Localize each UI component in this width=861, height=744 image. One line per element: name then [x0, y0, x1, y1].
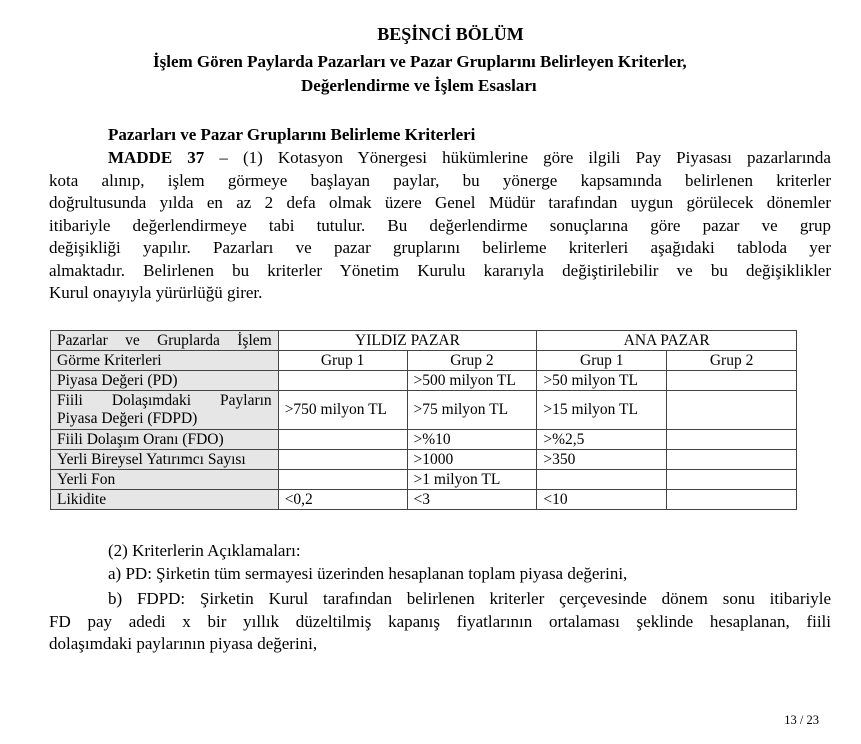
table-cell	[278, 450, 407, 470]
row-label: Fiili Dolaşım Oranı (FDO)	[51, 430, 279, 450]
article-line: kota alınıp, işlem görmeye başlayan paylar, bu yönerge kapsamında belirlenen kriterler	[49, 170, 831, 190]
page-number: 13 / 23	[784, 713, 819, 727]
table-row	[51, 391, 797, 430]
table-row	[51, 450, 797, 470]
table-row	[51, 430, 797, 450]
chapter-heading: BEŞİNCİ BÖLÜM	[377, 24, 524, 44]
table-cell: >%2,5	[537, 430, 667, 450]
explanation-b-line: dolaşımdaki paylarının piyasa değerini,	[49, 634, 318, 653]
section-title: Pazarları ve Pazar Gruplarını Belirleme Kriterleri	[108, 125, 476, 144]
table-cell: <3	[407, 490, 537, 510]
table-row	[51, 371, 797, 391]
criteria-header-label-2: Görme Kriterleri	[51, 351, 279, 371]
group-header: Grup 2	[407, 351, 537, 371]
market-header-ana: ANA PAZAR	[537, 331, 797, 351]
article-line: Kurul onayıyla yürürlüğü girer.	[49, 283, 263, 302]
row-label: Piyasa Değeri (PD)	[51, 371, 279, 391]
table-header-row	[51, 331, 797, 351]
criteria-header-label: Pazarlar ve Gruplarda İşlem	[51, 331, 279, 351]
explanation-a: a) PD: Şirketin tüm sermayesi üzerinden hesaplanan toplam piyasa değerini,	[108, 564, 628, 583]
article-paragraph	[49, 147, 831, 305]
criteria-table	[50, 330, 797, 510]
group-header: Grup 1	[537, 351, 667, 371]
table-cell	[278, 371, 407, 391]
table-cell	[537, 470, 667, 490]
article-line: MADDE 37 – (1) Kotasyon Yönergesi hükümlerine göre ilgili Pay Piyasası pazarlarında	[108, 148, 831, 167]
row-label: Likidite	[51, 490, 279, 510]
explanation-b-line: b) FDPD: Şirketin Kurul tarafından belirlenen kriterler çerçevesinde dönem sonu itibariyle	[108, 589, 831, 608]
explanation-b-line: FD pay adedi x bir yıllık düzeltilmiş kapanış fiyatlarının ortalaması şeklinde hesaplanan, fiili	[49, 611, 831, 631]
group-header: Grup 1	[278, 351, 407, 371]
explanation-b	[49, 588, 831, 656]
table-cell: >1 milyon TL	[407, 470, 537, 490]
market-header-yildiz: YILDIZ PAZAR	[278, 331, 537, 351]
group-header: Grup 2	[667, 351, 797, 371]
table-group-row	[51, 351, 797, 371]
article-line: almaktadır. Belirlenen bu kriterler Yönetim Kurulu kararıyla değiştirilebilir ve bu değişiklikler	[49, 260, 831, 280]
table-cell: >500 milyon TL	[407, 371, 537, 391]
chapter-title-line-1: İşlem Gören Paylarda Pazarları ve Pazar Gruplarını Belirleyen Kriterler,	[153, 52, 687, 71]
table-row	[51, 490, 797, 510]
table-cell	[278, 470, 407, 490]
table-cell: <10	[537, 490, 667, 510]
row-label: Yerli Fon	[51, 470, 279, 490]
article-line: doğrultusunda yılda en az 2 defa olmak üzere Genel Müdür tarafından uygun görülecek dönemler	[49, 193, 831, 212]
row-label: Fiili Dolaşımdaki Payların Piyasa Değeri (FDPD)	[51, 391, 279, 430]
table-cell: >15 milyon TL	[537, 391, 667, 430]
table-cell	[667, 391, 797, 430]
table-cell: >%10	[407, 430, 537, 450]
table-cell	[667, 470, 797, 490]
table-cell	[667, 450, 797, 470]
table-cell: >1000	[407, 450, 537, 470]
table-cell: >75 milyon TL	[407, 391, 537, 430]
row-label: Yerli Bireysel Yatırımcı Sayısı	[51, 450, 279, 470]
table-cell: >750 milyon TL	[278, 391, 407, 430]
article-line: itibariyle değerlendirmeye tabi tutulur. Bu değerlendirme sonuçlarına göre pazar ve grup	[49, 215, 831, 235]
table-cell: <0,2	[278, 490, 407, 510]
table-row	[51, 470, 797, 490]
table-cell	[667, 430, 797, 450]
chapter-title-line-2: Değerlendirme ve İşlem Esasları	[301, 76, 537, 95]
table-cell	[667, 490, 797, 510]
table-cell: >350	[537, 450, 667, 470]
table-cell	[667, 371, 797, 391]
table-cell: >50 milyon TL	[537, 371, 667, 391]
article-line: değişikliği yapılır. Pazarları ve pazar gruplarını belirleme kriterleri aşağıdaki tabloda yer	[49, 238, 831, 257]
article-label: MADDE 37	[108, 148, 205, 167]
table-cell	[278, 430, 407, 450]
explanations-heading: (2) Kriterlerin Açıklamaları:	[108, 541, 301, 560]
